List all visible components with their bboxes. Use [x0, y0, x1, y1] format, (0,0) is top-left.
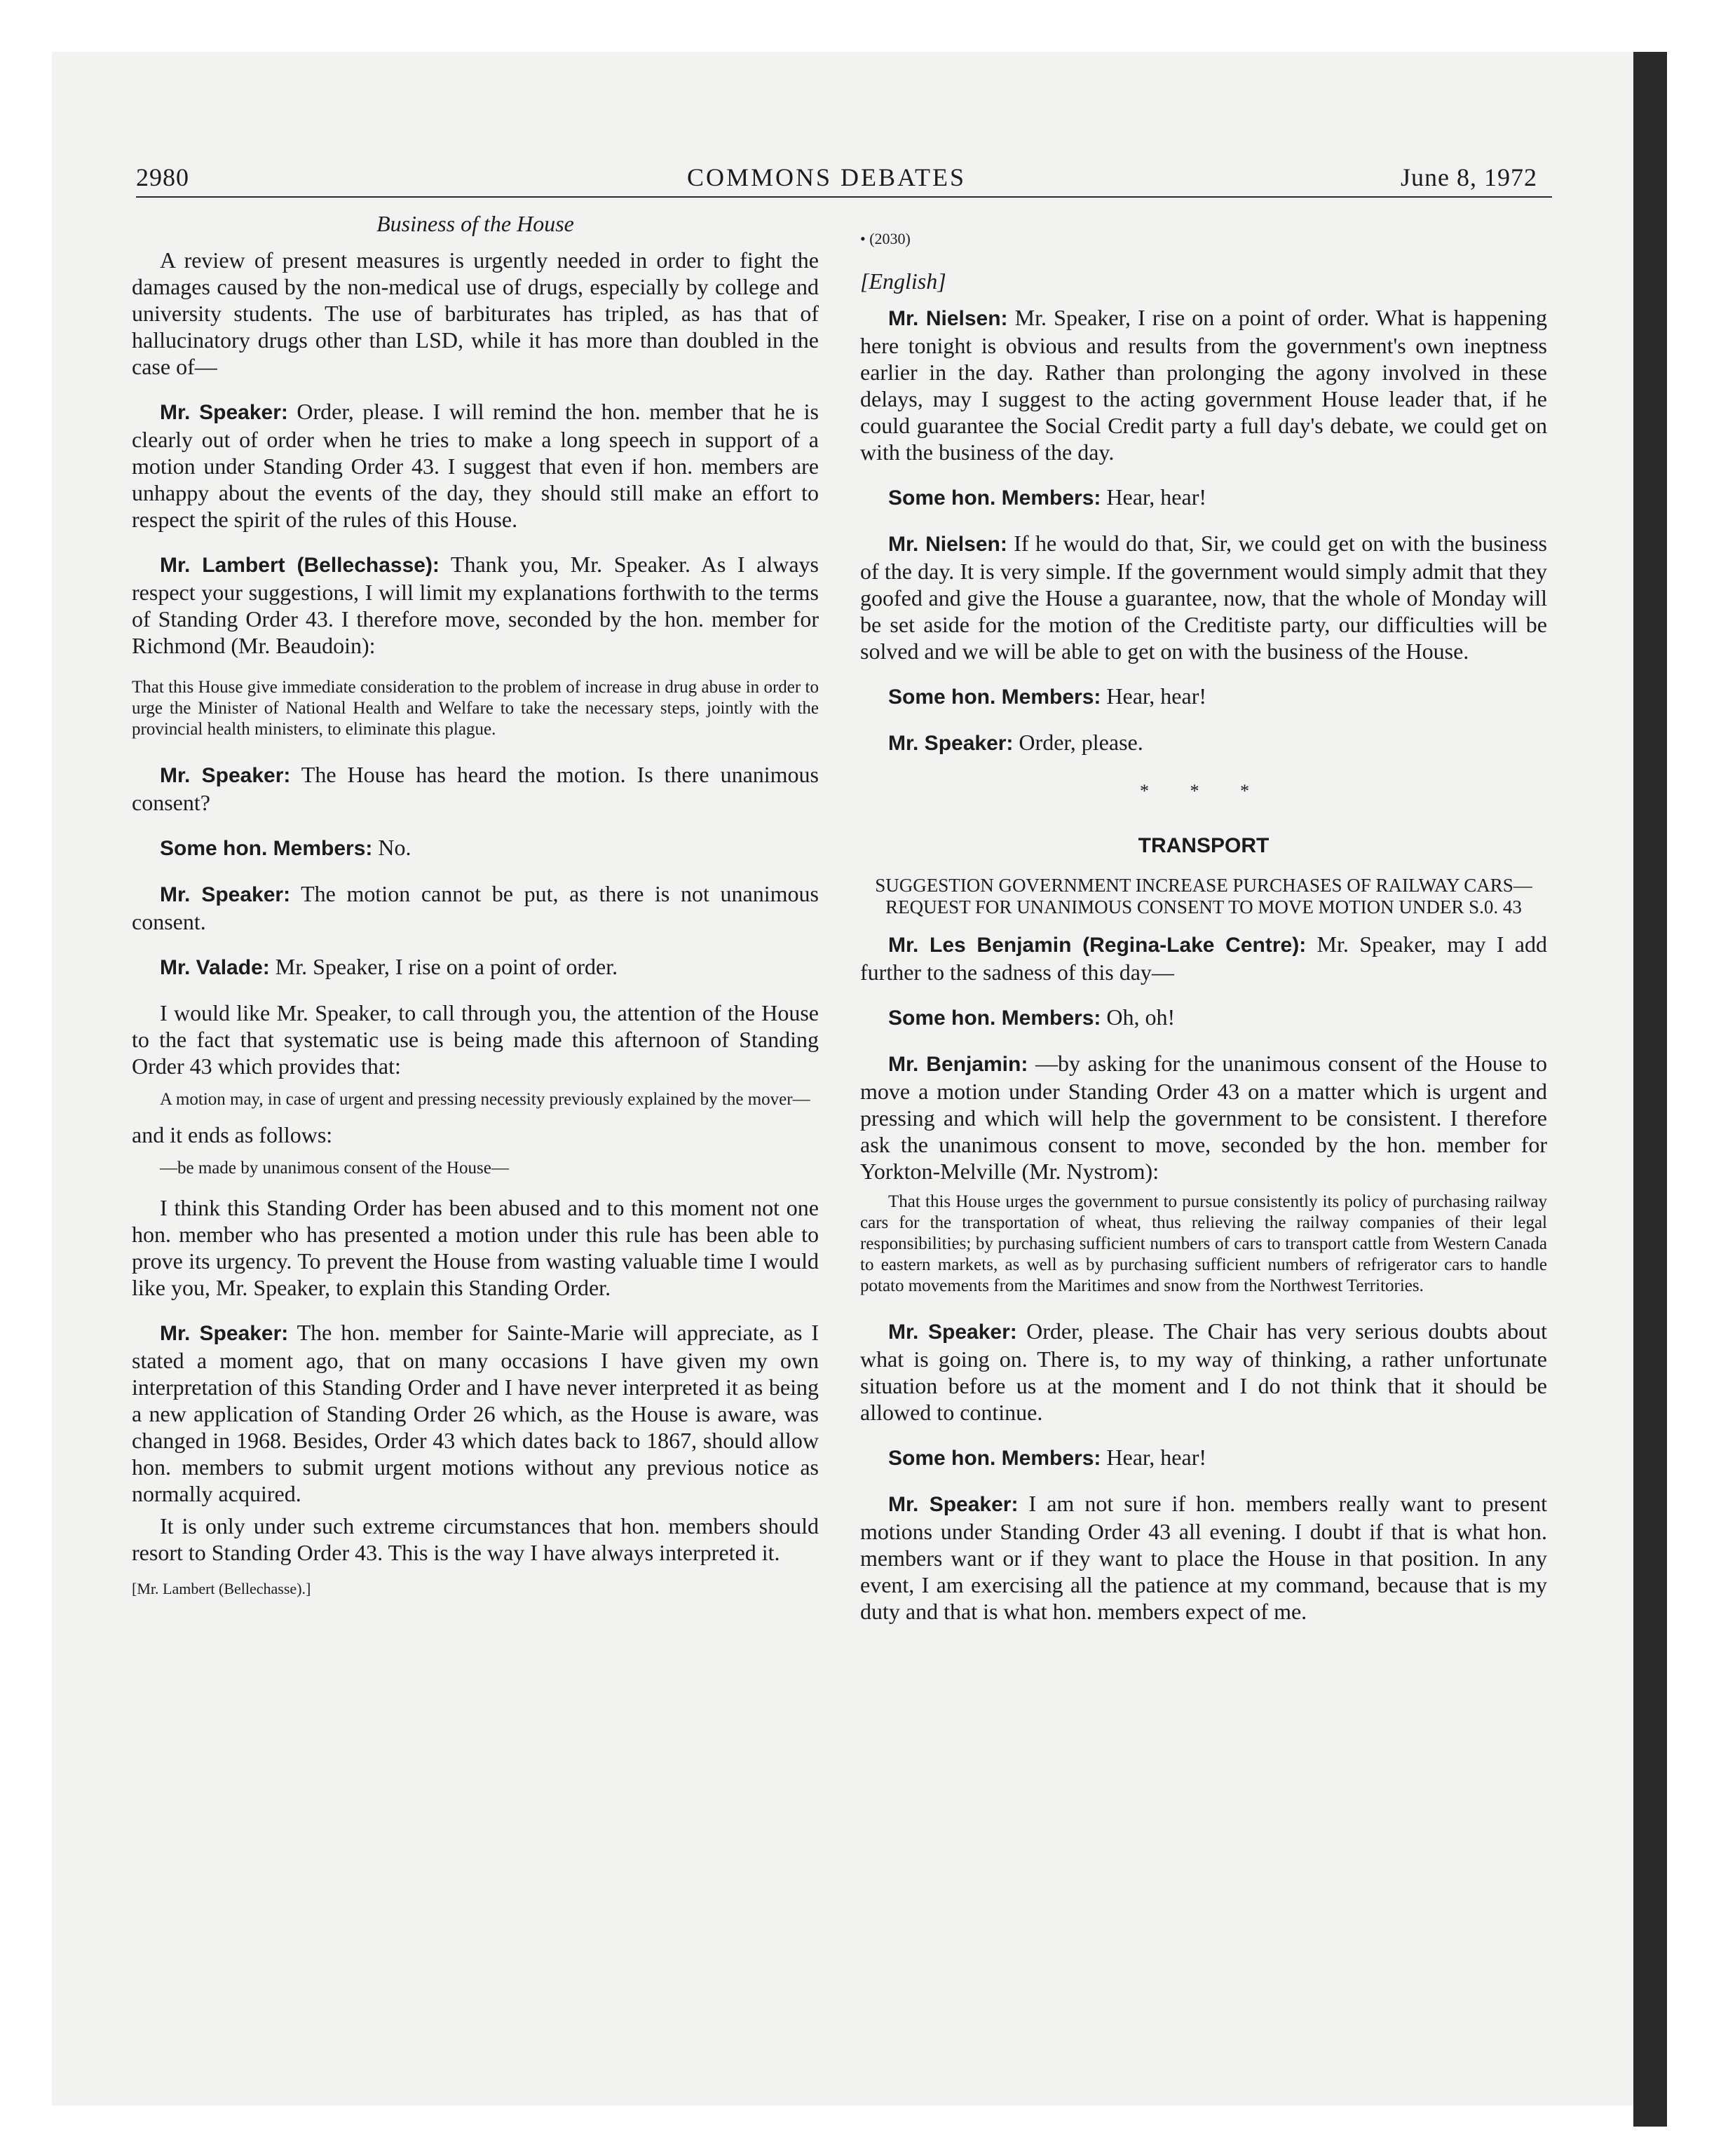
- quotation: —be made by unanimous consent of the House—: [160, 1159, 509, 1178]
- speaker-name: Some hon. Members:: [888, 685, 1101, 709]
- speaker-name: Mr. Valade:: [160, 956, 270, 979]
- speaker-name: Mr. Nielsen:: [888, 533, 1007, 556]
- speech-text: Hear, hear!: [1101, 683, 1206, 709]
- speaker-name: Mr. Benjamin:: [888, 1053, 1028, 1076]
- speaker-name: Mr. Lambert (Bellechasse):: [160, 554, 440, 577]
- speaker-name: Mr. Speaker:: [160, 1322, 289, 1345]
- paragraph: I would like Mr. Speaker, to call through you, the attention of the House to the fact that systematic use is being made this afternoon of Standing Order 43 which provides that:: [132, 1000, 819, 1079]
- speaker-name: Mr. Speaker:: [888, 1321, 1017, 1344]
- speech-text: Mr. Speaker, may I add further to the sadness of this day—: [860, 932, 1548, 985]
- speech-paragraph: [860, 530, 1547, 664]
- speech-paragraph: [860, 1490, 1547, 1625]
- speech-text: Order, please.: [1013, 730, 1143, 755]
- speaker-name: Mr. Speaker:: [888, 1493, 1019, 1516]
- section-heading: TRANSPORT: [1138, 834, 1270, 857]
- motion-text: That this House give immediate consideration to the problem of increase in drug abuse in order to urge the Minister of National Health and Welfare to take the necessary steps, jointly with the provincial health ministers, to eliminate this plague.: [132, 678, 819, 739]
- speech-paragraph: [860, 484, 1547, 512]
- speech-paragraph: [860, 1318, 1547, 1426]
- paragraph: A review of present measures is urgently needed in order to fight the damages caused by the non-medical use of drugs, especially by college and university students. The use of barbiturates has tripled, as has that of hallucinatory drugs other than LSD, while it has more than doubled in the case of—: [132, 247, 819, 379]
- speaker-name: Mr. Speaker:: [160, 883, 291, 906]
- speaker-name: Some hon. Members:: [888, 1007, 1101, 1030]
- right-column: [860, 210, 1547, 1643]
- speech-paragraph: [132, 880, 819, 935]
- header-rule: [136, 196, 1552, 198]
- speech-paragraph: [860, 729, 1547, 757]
- speech-text: If he would do that, Sir, we could get on with the business of the day. It is very simple. If the government would simply admit that they goofed and give the House a guarantee, now, that the whole of Monday will be set aside for the motion of the Creditiste party, our difficulties will be solved and we will be able to get on with the business of the House.: [860, 531, 1548, 664]
- speech-paragraph: [132, 398, 819, 533]
- speech-text: Thank you, Mr. Speaker. As I always respect your suggestions, I will limit my explanations forthwith to the terms of Standing Order 43. I therefore move, seconded by the hon. member for Richmond (Mr. Beaudoin):: [132, 552, 819, 658]
- page-number: 2980: [136, 163, 189, 191]
- speech-text: Order, please. The Chair has very serious doubts about what is going on. There is, to my way of thinking, a rather unfortunate situation before us at the moment and I do not think that it should be allowed to continue.: [860, 1318, 1548, 1425]
- speech-text: No.: [372, 835, 411, 860]
- speaker-name: Some hon. Members:: [160, 837, 373, 860]
- speech-text: Hear, hear!: [1101, 1445, 1206, 1470]
- speech-paragraph: [860, 931, 1547, 985]
- speech-text: Mr. Speaker, I rise on a point of order. What is happening here tonight is obvious and results from the government's own ineptness earlier in the day. Rather than prolonging the agony involved in these delays, may I suggest to the acting government House leader that, if he could guarantee the Social Credit party a full day's debate, we could get on with the business of the day.: [860, 305, 1547, 465]
- speech-paragraph: [860, 304, 1547, 465]
- speech-paragraph: [132, 834, 819, 862]
- section-subheading: Business of the House: [376, 211, 574, 236]
- page-date: June 8, 1972: [1401, 163, 1537, 191]
- paragraph: I think this Standing Order has been abused and to this moment not one hon. member who has presented a motion under this rule has been able to prove its urgency. To prevent the House from wasting valuable time I would like you, Mr. Speaker, to explain this Standing Order.: [132, 1195, 819, 1300]
- left-column: [132, 210, 819, 1602]
- speech-paragraph: [132, 551, 819, 659]
- speaker-name: Some hon. Members:: [888, 486, 1101, 510]
- speech-text: I am not sure if hon. members really want to present motions under Standing Order 43 all evening. I doubt if that is what hon. members want or if they want to place the House in that position. In any event, I am exercising all the patience at my command, because that is my duty and that is what hon. members expect of me.: [860, 1491, 1548, 1624]
- speech-paragraph: [860, 1444, 1547, 1472]
- speech-paragraph: [132, 953, 819, 981]
- quotation: A motion may, in case of urgent and pressing necessity previously explained by the mover—: [160, 1090, 810, 1109]
- speech-paragraph: [860, 1050, 1547, 1185]
- speech-text: Hear, hear!: [1101, 484, 1206, 510]
- speaker-name: Mr. Les Benjamin (Regina-Lake Centre):: [888, 934, 1307, 957]
- speech-text: Order, please. I will remind the hon. member that he is clearly out of order when he tries to make a long speech in support of a motion under Standing Order 43. I suggest that even if hon. members are unhappy about the events of the day, they should still make an effort to respect the spirit of the rules of this House.: [132, 399, 819, 532]
- speech-text: Oh, oh!: [1101, 1004, 1176, 1030]
- speaker-name: Some hon. Members:: [888, 1447, 1101, 1470]
- paragraph: It is only under such extreme circumstances that hon. members should resort to Standing Order 43. This is the way I have always interpreted it.: [132, 1513, 819, 1565]
- speaker-name: Mr. Speaker:: [160, 401, 288, 424]
- speaker-name: Mr. Nielsen:: [888, 307, 1008, 330]
- speech-paragraph: [132, 761, 819, 816]
- speaker-attribution: [Mr. Lambert (Bellechasse).]: [132, 1580, 311, 1597]
- speech-paragraph: [860, 1004, 1547, 1032]
- speaker-name: Mr. Speaker:: [888, 732, 1014, 755]
- speech-text: Mr. Speaker, I rise on a point of order.: [269, 954, 618, 979]
- speech-paragraph: [860, 683, 1547, 711]
- speech-text: The hon. member for Sainte-Marie will appreciate, as I stated a moment ago, that on many occasions I have given my own interpretation of this Standing Order and I have never interpreted it as being a new application of Standing Order 26 which, as the House is aware, was changed in 1968. Besides, Order 43 which dates back to 1867, should allow hon. members to submit urgent motions without any previous notice as normally acquired.: [132, 1320, 819, 1506]
- speech-paragraph: [132, 1319, 819, 1507]
- section-separator: * * *: [1140, 781, 1267, 801]
- time-marker: • (2030): [860, 230, 911, 247]
- speech-text: —by asking for the unanimous consent of the House to move a motion under Standing Order 43 on a matter which is urgent and pressing and which will help the government to be consistent. I therefore ask the unanimous consent to move, seconded by the hon. member for Yorkton-Melville (Mr. Nystrom):: [860, 1051, 1548, 1184]
- scan-edge-shadow: [1633, 52, 1667, 2127]
- language-marker: [English]: [860, 268, 946, 294]
- speech-text: The House has heard the motion. Is there unanimous consent?: [132, 762, 819, 815]
- publication-title: COMMONS DEBATES: [687, 163, 967, 191]
- paragraph: and it ends as follows:: [132, 1122, 333, 1147]
- motion-text: That this House urges the government to pursue consistently its policy of purchasing railway cars for the transportation of wheat, thus relieving the railway companies of their legal responsibilities; by purchasing sufficient numbers of cars to transport cattle from Western Canada to eastern markets, as well as by purchasing sufficient numbers of refrigerator cars to handle potato movements from the Maritimes and snow from the Northwest Territories.: [860, 1192, 1547, 1295]
- speech-text: The motion cannot be put, as there is not unanimous consent.: [132, 881, 819, 934]
- speaker-name: Mr. Speaker:: [160, 764, 291, 787]
- section-subheading: SUGGESTION GOVERNMENT INCREASE PURCHASES OF RAILWAY CARS—REQUEST FOR UNANIMOUS CONSENT TO MOVE MOTION UNDER S.0. 43: [875, 875, 1532, 917]
